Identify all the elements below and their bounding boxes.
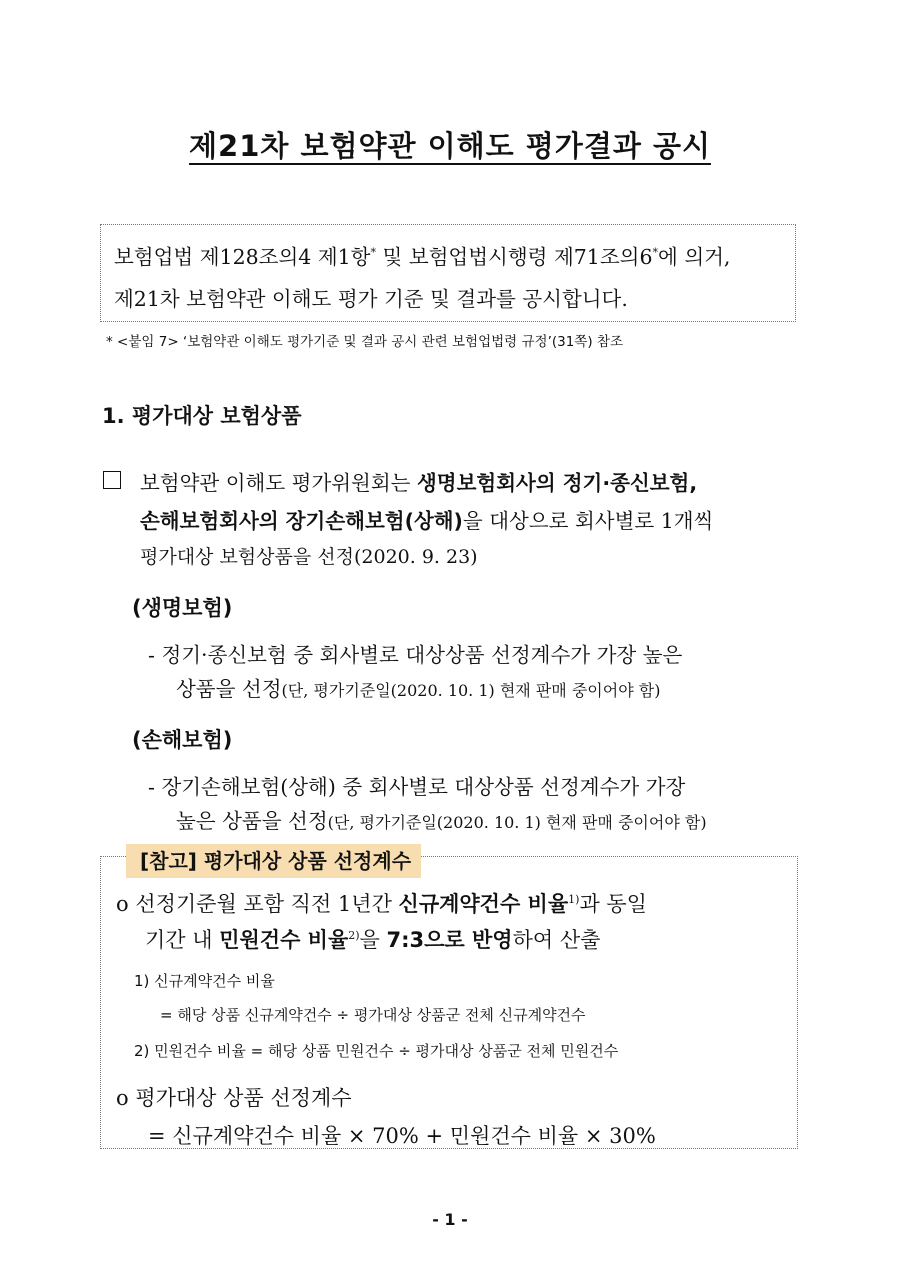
reference-note-1-title: 1) 신규계약건수 비율 <box>134 972 275 990</box>
footnote: * <붙임 7> ‘보험약관 이해도 평가기준 및 결과 공시 관련 보험업법령 규정’(31쪽) 참조 <box>106 334 623 350</box>
life-heading: (생명보험) <box>132 596 233 620</box>
reference-bullet-1-line-2: 기간 내 민원건수 비율$^{2)}$을 7:3으로 반영하여 산출 <box>145 928 601 952</box>
life-line-2: 상품을 선정(단, 평가기준일(2020. 10. 1) 현재 판매 중이어야 함) <box>176 677 661 701</box>
reference-bullet-1-line-1: o 선정기준월 포함 직전 1년간 신규계약건수 비율$^{1)}$과 동일 <box>116 892 647 916</box>
notice-line-2: 제21차 보험약관 이해도 평가 기준 및 결과를 공시합니다. <box>114 287 628 311</box>
reference-note-2: 2) 민원건수 비율 = 해당 상품 민원건수 ÷ 평가대상 상품군 전체 민원건수 <box>134 1042 619 1060</box>
reference-note-1-formula: = 해당 상품 신규계약건수 ÷ 평가대상 상품군 전체 신규계약건수 <box>160 1006 586 1024</box>
reference-label: [참고] 평가대상 상품 선정계수 <box>126 844 421 878</box>
life-line-1: - 정기·종신보험 중 회사별로 대상상품 선정계수가 가장 높은 <box>148 643 683 667</box>
nonlife-line-2: 높은 상품을 선정(단, 평가기준일(2020. 10. 1) 현재 판매 중이어야 함) <box>176 809 707 833</box>
page-title: 제21차 보험약관 이해도 평가결과 공시 <box>189 129 711 163</box>
section-heading: 1. 평가대상 보험상품 <box>102 404 302 428</box>
page-number: - 1 - <box>432 1210 468 1229</box>
notice-line-1: 보험업법 제128조의4 제1항* 및 보험업법시행령 제71조의6*에 의거, <box>114 245 731 269</box>
checkbox-icon <box>103 471 121 489</box>
para-line-1: 보험약관 이해도 평가위원회는 생명보험회사의 정기·종신보험, <box>140 471 698 495</box>
reference-bullet-2-formula: = 신규계약건수 비율 × 70% + 민원건수 비율 × 30% <box>148 1124 656 1148</box>
para-line-2: 손해보험회사의 장기손해보험(상해)을 대상으로 회사별로 1개씩 <box>140 509 714 533</box>
reference-bullet-2-title: o 평가대상 상품 선정계수 <box>116 1086 352 1110</box>
para-line-3: 평가대상 보험상품을 선정(2020. 9. 23) <box>140 546 478 568</box>
nonlife-line-1: - 장기손해보험(상해) 중 회사별로 대상상품 선정계수가 가장 <box>148 775 686 799</box>
nonlife-heading: (손해보험) <box>132 728 233 752</box>
